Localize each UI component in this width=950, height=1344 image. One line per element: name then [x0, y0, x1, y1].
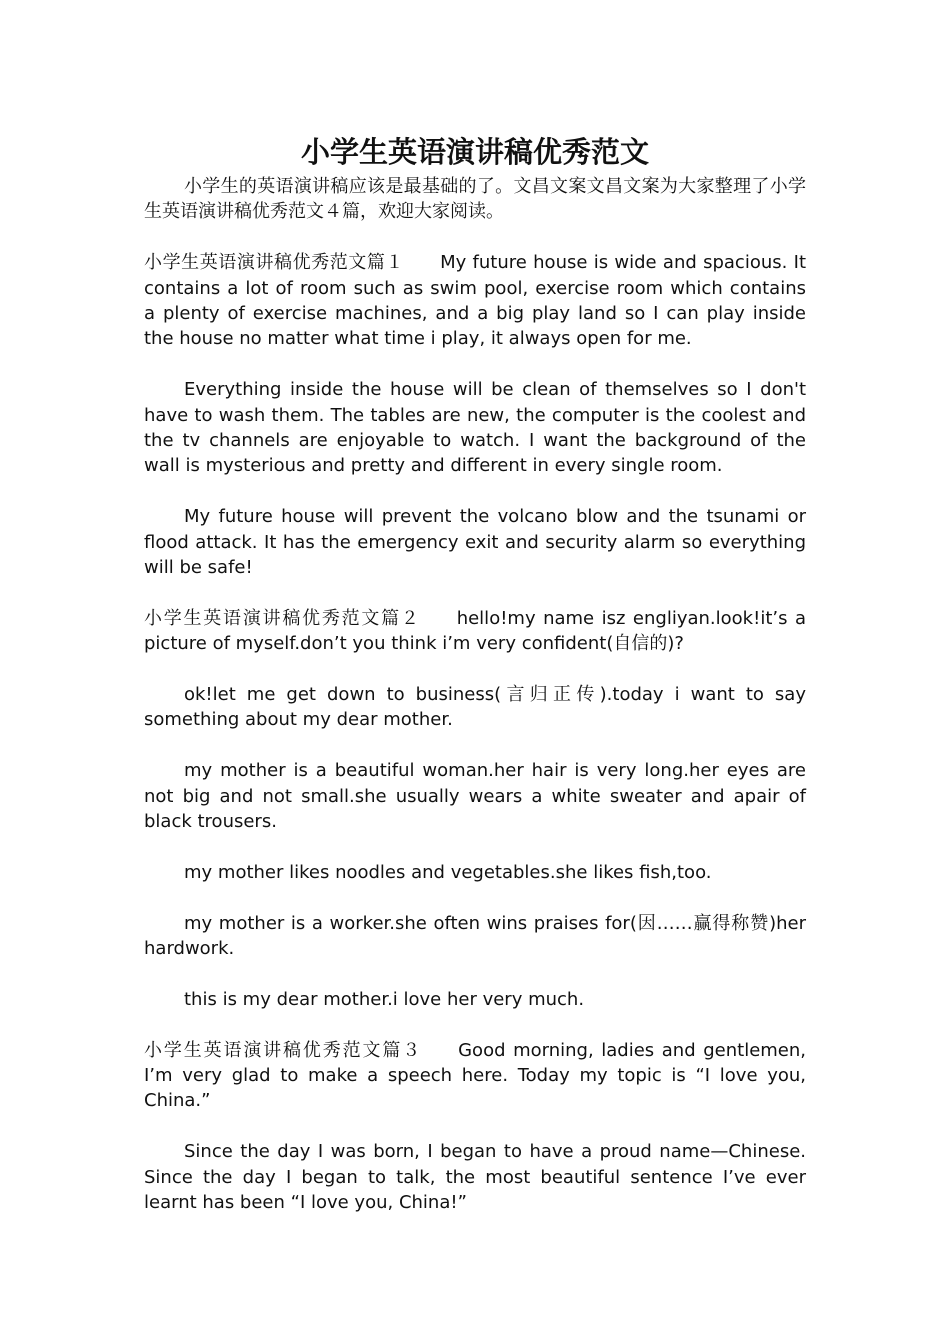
section-2-paragraph: ok!let me get down to business(言归正传).today i want to say something about my dear mother.	[144, 684, 806, 731]
section-2-heading: 小学生英语演讲稿优秀范文篇２	[144, 607, 421, 629]
document-title: 小学生英语演讲稿优秀范文	[300, 135, 649, 169]
section-2-first-text: hello!my name isz engliyan.look!it’s a picture of myself.don’t you think i’m very confident(自信的)?	[144, 607, 806, 655]
section-2-paragraph: this is my dear mother.i love her very much.	[184, 988, 585, 1010]
section-2-paragraph: my mother is a beautiful woman.her hair is very long.her eyes are not big and not small.she usually wears a white sweater and apair of black trousers.	[144, 760, 806, 833]
intro-paragraph: 小学生的英语演讲稿应该是最基础的了。文昌文案文昌文案为大家整理了小学生英语演讲稿优秀范文４篇，欢迎大家阅读。	[144, 176, 806, 223]
section-1-heading: 小学生英语演讲稿优秀范文篇１	[144, 252, 405, 274]
section-2-paragraph: my mother is a worker.she often wins praises for(因……赢得称赞)her hardwork.	[144, 912, 806, 960]
section-2-paragraph: my mother likes noodles and vegetables.she likes fish,too.	[184, 861, 712, 883]
section-3-first-text: Good morning, ladies and gentlemen, I’m very glad to make a speech here. Today my topic is “I love you, China.”	[144, 1039, 807, 1112]
section-1-paragraph: Everything inside the house will be clean of themselves so I don't have to wash them. The tables are new, the computer is the coolest and the tv channels are enjoyable to watch. I want the background of the wall is mysterious and pretty and different in every single room.	[144, 379, 806, 477]
section-1-first-text: My future house is wide and spacious. It contains a lot of room such as swim pool, exercise room which contains a plenty of exercise machines, and a big play land so I can play inside the house no matter what time i play, it always open for me.	[144, 252, 807, 350]
section-1-first-paragraph	[144, 250, 806, 352]
section-1-paragraph: My future house will prevent the volcano blow and the tsunami or flood attack. It has the emergency exit and security alarm so everything will be safe!	[144, 506, 806, 579]
document-page	[144, 130, 806, 1215]
section-3-paragraph: Since the day I was born, I began to have a proud name—Chinese. Since the day I began to talk, the most beautiful sentence I’ve ever learnt has been “I love you, China!”	[144, 1141, 806, 1214]
section-3-first-paragraph	[144, 1038, 806, 1114]
section-2-first-paragraph	[144, 606, 806, 657]
section-3-heading: 小学生英语演讲稿优秀范文篇３	[144, 1039, 423, 1061]
